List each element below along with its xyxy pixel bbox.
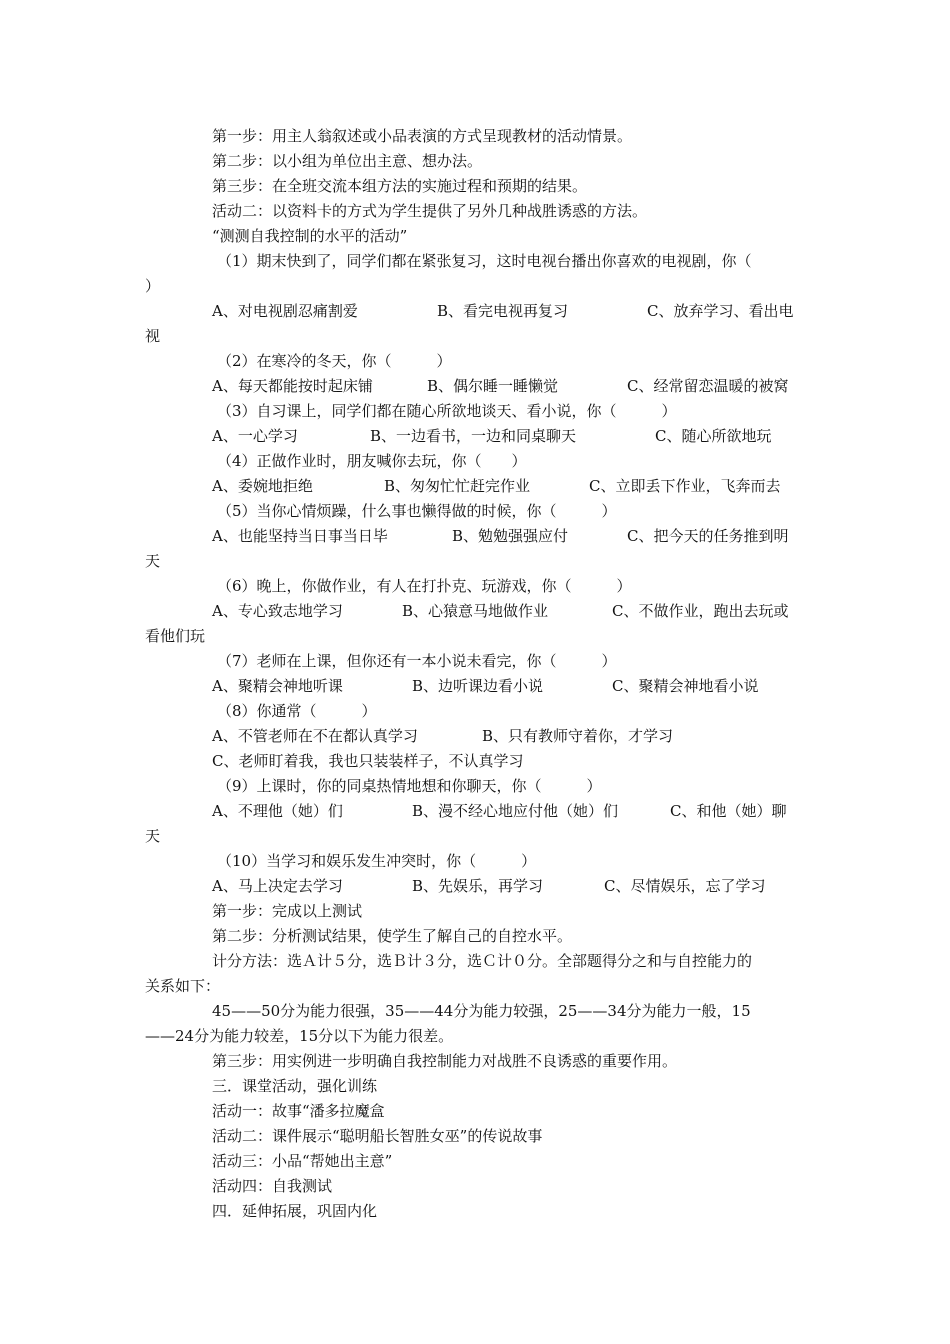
question-1-continued: ） <box>145 277 161 295</box>
question-5-options <box>145 524 810 549</box>
question-2-option-b: B、偶尔睡一睡懒觉 <box>427 377 559 395</box>
question-6-options <box>145 599 810 624</box>
class-activity-1: 活动一：故事“潘多拉魔盒 <box>212 1102 385 1120</box>
question-5: （5）当你心情烦躁，什么事也懒得做的时候，你（ ） <box>217 502 617 520</box>
activity-2-text: 活动二：以资料卡的方式为学生提供了另外几种战胜诱惑的方法。 <box>212 202 648 220</box>
question-1-option-c-continued: 视 <box>145 327 161 345</box>
question-6: （6）晚上，你做作业，有人在打扑克、玩游戏，你（ ） <box>217 577 632 595</box>
question-7: （7）老师在上课，但你还有一本小说未看完，你（ ） <box>217 652 617 670</box>
question-7-option-c: C、聚精会神地看小说 <box>612 677 759 695</box>
test-step-1: 第一步：完成以上测试 <box>212 902 363 920</box>
question-10: （10）当学习和娱乐发生冲突时，你（ ） <box>217 852 537 870</box>
scoring-method-continued: 关系如下： <box>145 977 221 995</box>
section-3-heading: 三．课堂活动，强化训练 <box>212 1077 378 1095</box>
question-9-option-a: A、不理他（她）们 <box>212 802 343 820</box>
class-activity-2: 活动二：课件展示“聪明船长智胜女巫”的传说故事 <box>212 1127 543 1145</box>
question-2-options <box>145 374 810 399</box>
step-1-text: 第一步：用主人翁叙述或小品表演的方式呈现教材的活动情景。 <box>212 127 633 145</box>
question-3: （3）自习课上，同学们都在随心所欲地谈天、看小说，你（ ） <box>217 402 677 420</box>
question-1-option-a: A、对电视剧忍痛割爱 <box>212 302 358 320</box>
question-2-option-a: A、每天都能按时起床铺 <box>212 377 373 395</box>
score-ranges-continued: ——24分为能力较差，15分以下为能力很差。 <box>145 1027 454 1045</box>
question-10-option-c: C、尽情娱乐，忘了学习 <box>604 877 766 895</box>
class-activity-3: 活动三：小品“帮她出主意” <box>212 1152 393 1170</box>
self-control-test-title: “测测自我控制的水平的活动” <box>212 227 408 245</box>
question-8-option-a: A、不管老师在不在都认真学习 <box>212 727 418 745</box>
question-1-option-c: C、放弃学习、看出电 <box>647 302 794 320</box>
question-10-options <box>145 874 810 899</box>
question-4: （4）正做作业时，朋友喊你去玩，你（ ） <box>217 452 527 470</box>
question-9-options <box>145 799 810 824</box>
question-8-option-c: C、老师盯着我，我也只装装样子，不认真学习 <box>212 752 524 770</box>
test-step-3: 第三步：用实例进一步明确自我控制能力对战胜不良诱惑的重要作用。 <box>212 1052 678 1070</box>
score-ranges: 45——50分为能力很强，35——44分为能力较强，25——34分为能力一般，15 <box>212 1002 751 1020</box>
question-10-option-b: B、先娱乐，再学习 <box>412 877 544 895</box>
question-7-option-b: B、边听课边看小说 <box>412 677 544 695</box>
question-8-option-b: B、只有教师守着你，才学习 <box>482 727 674 745</box>
question-1-option-b: B、看完电视再复习 <box>437 302 569 320</box>
question-6-option-c: C、不做作业，跑出去玩或 <box>612 602 789 620</box>
step-2-text: 第二步：以小组为单位出主意、想办法。 <box>212 152 483 170</box>
question-7-options <box>145 674 810 699</box>
question-3-option-a: A、一心学习 <box>212 427 298 445</box>
question-4-option-a: A、委婉地拒绝 <box>212 477 313 495</box>
section-4-heading: 四．延伸拓展，巩固内化 <box>212 1202 378 1220</box>
question-8-options <box>145 724 810 749</box>
class-activity-4: 活动四：自我测试 <box>212 1177 333 1195</box>
question-4-options <box>145 474 810 499</box>
question-6-option-a: A、专心致志地学习 <box>212 602 343 620</box>
question-3-options <box>145 424 810 449</box>
question-6-option-b: B、心猿意马地做作业 <box>402 602 549 620</box>
question-8: （8）你通常（ ） <box>217 702 377 720</box>
question-6-option-c-continued: 看他们玩 <box>145 627 206 645</box>
question-4-option-b: B、匆匆忙忙赶完作业 <box>384 477 531 495</box>
question-7-option-a: A、聚精会神地听课 <box>212 677 343 695</box>
scoring-method: 计分方法：选Ａ计５分，选Ｂ计３分，选Ｃ计０分。全部题得分之和与自控能力的 <box>212 952 753 970</box>
question-9-option-b: B、漫不经心地应付他（她）们 <box>412 802 619 820</box>
question-2: （2）在寒冷的冬天，你（ ） <box>217 352 452 370</box>
test-step-2: 第二步：分析测试结果，使学生了解自己的自控水平。 <box>212 927 573 945</box>
question-3-option-b: B、一边看书，一边和同桌聊天 <box>370 427 577 445</box>
question-2-option-c: C、经常留恋温暖的被窝 <box>627 377 789 395</box>
question-9: （9）上课时，你的同桌热情地想和你聊天，你（ ） <box>217 777 602 795</box>
question-3-option-c: C、随心所欲地玩 <box>655 427 772 445</box>
question-5-option-a: A、也能坚持当日事当日毕 <box>212 527 388 545</box>
question-10-option-a: A、马上决定去学习 <box>212 877 343 895</box>
question-5-option-c-continued: 天 <box>145 552 161 570</box>
question-1: （1）期末快到了，同学们都在紧张复习，这时电视台播出你喜欢的电视剧，你（ <box>217 252 752 270</box>
question-1-options <box>145 299 810 324</box>
question-5-option-b: B、勉勉强强应付 <box>452 527 569 545</box>
step-3-text: 第三步：在全班交流本组方法的实施过程和预期的结果。 <box>212 177 588 195</box>
question-5-option-c: C、把今天的任务推到明 <box>627 527 789 545</box>
question-9-option-c: C、和他（她）聊 <box>670 802 787 820</box>
question-4-option-c: C、立即丢下作业，飞奔而去 <box>589 477 781 495</box>
question-9-option-c-continued: 天 <box>145 827 161 845</box>
